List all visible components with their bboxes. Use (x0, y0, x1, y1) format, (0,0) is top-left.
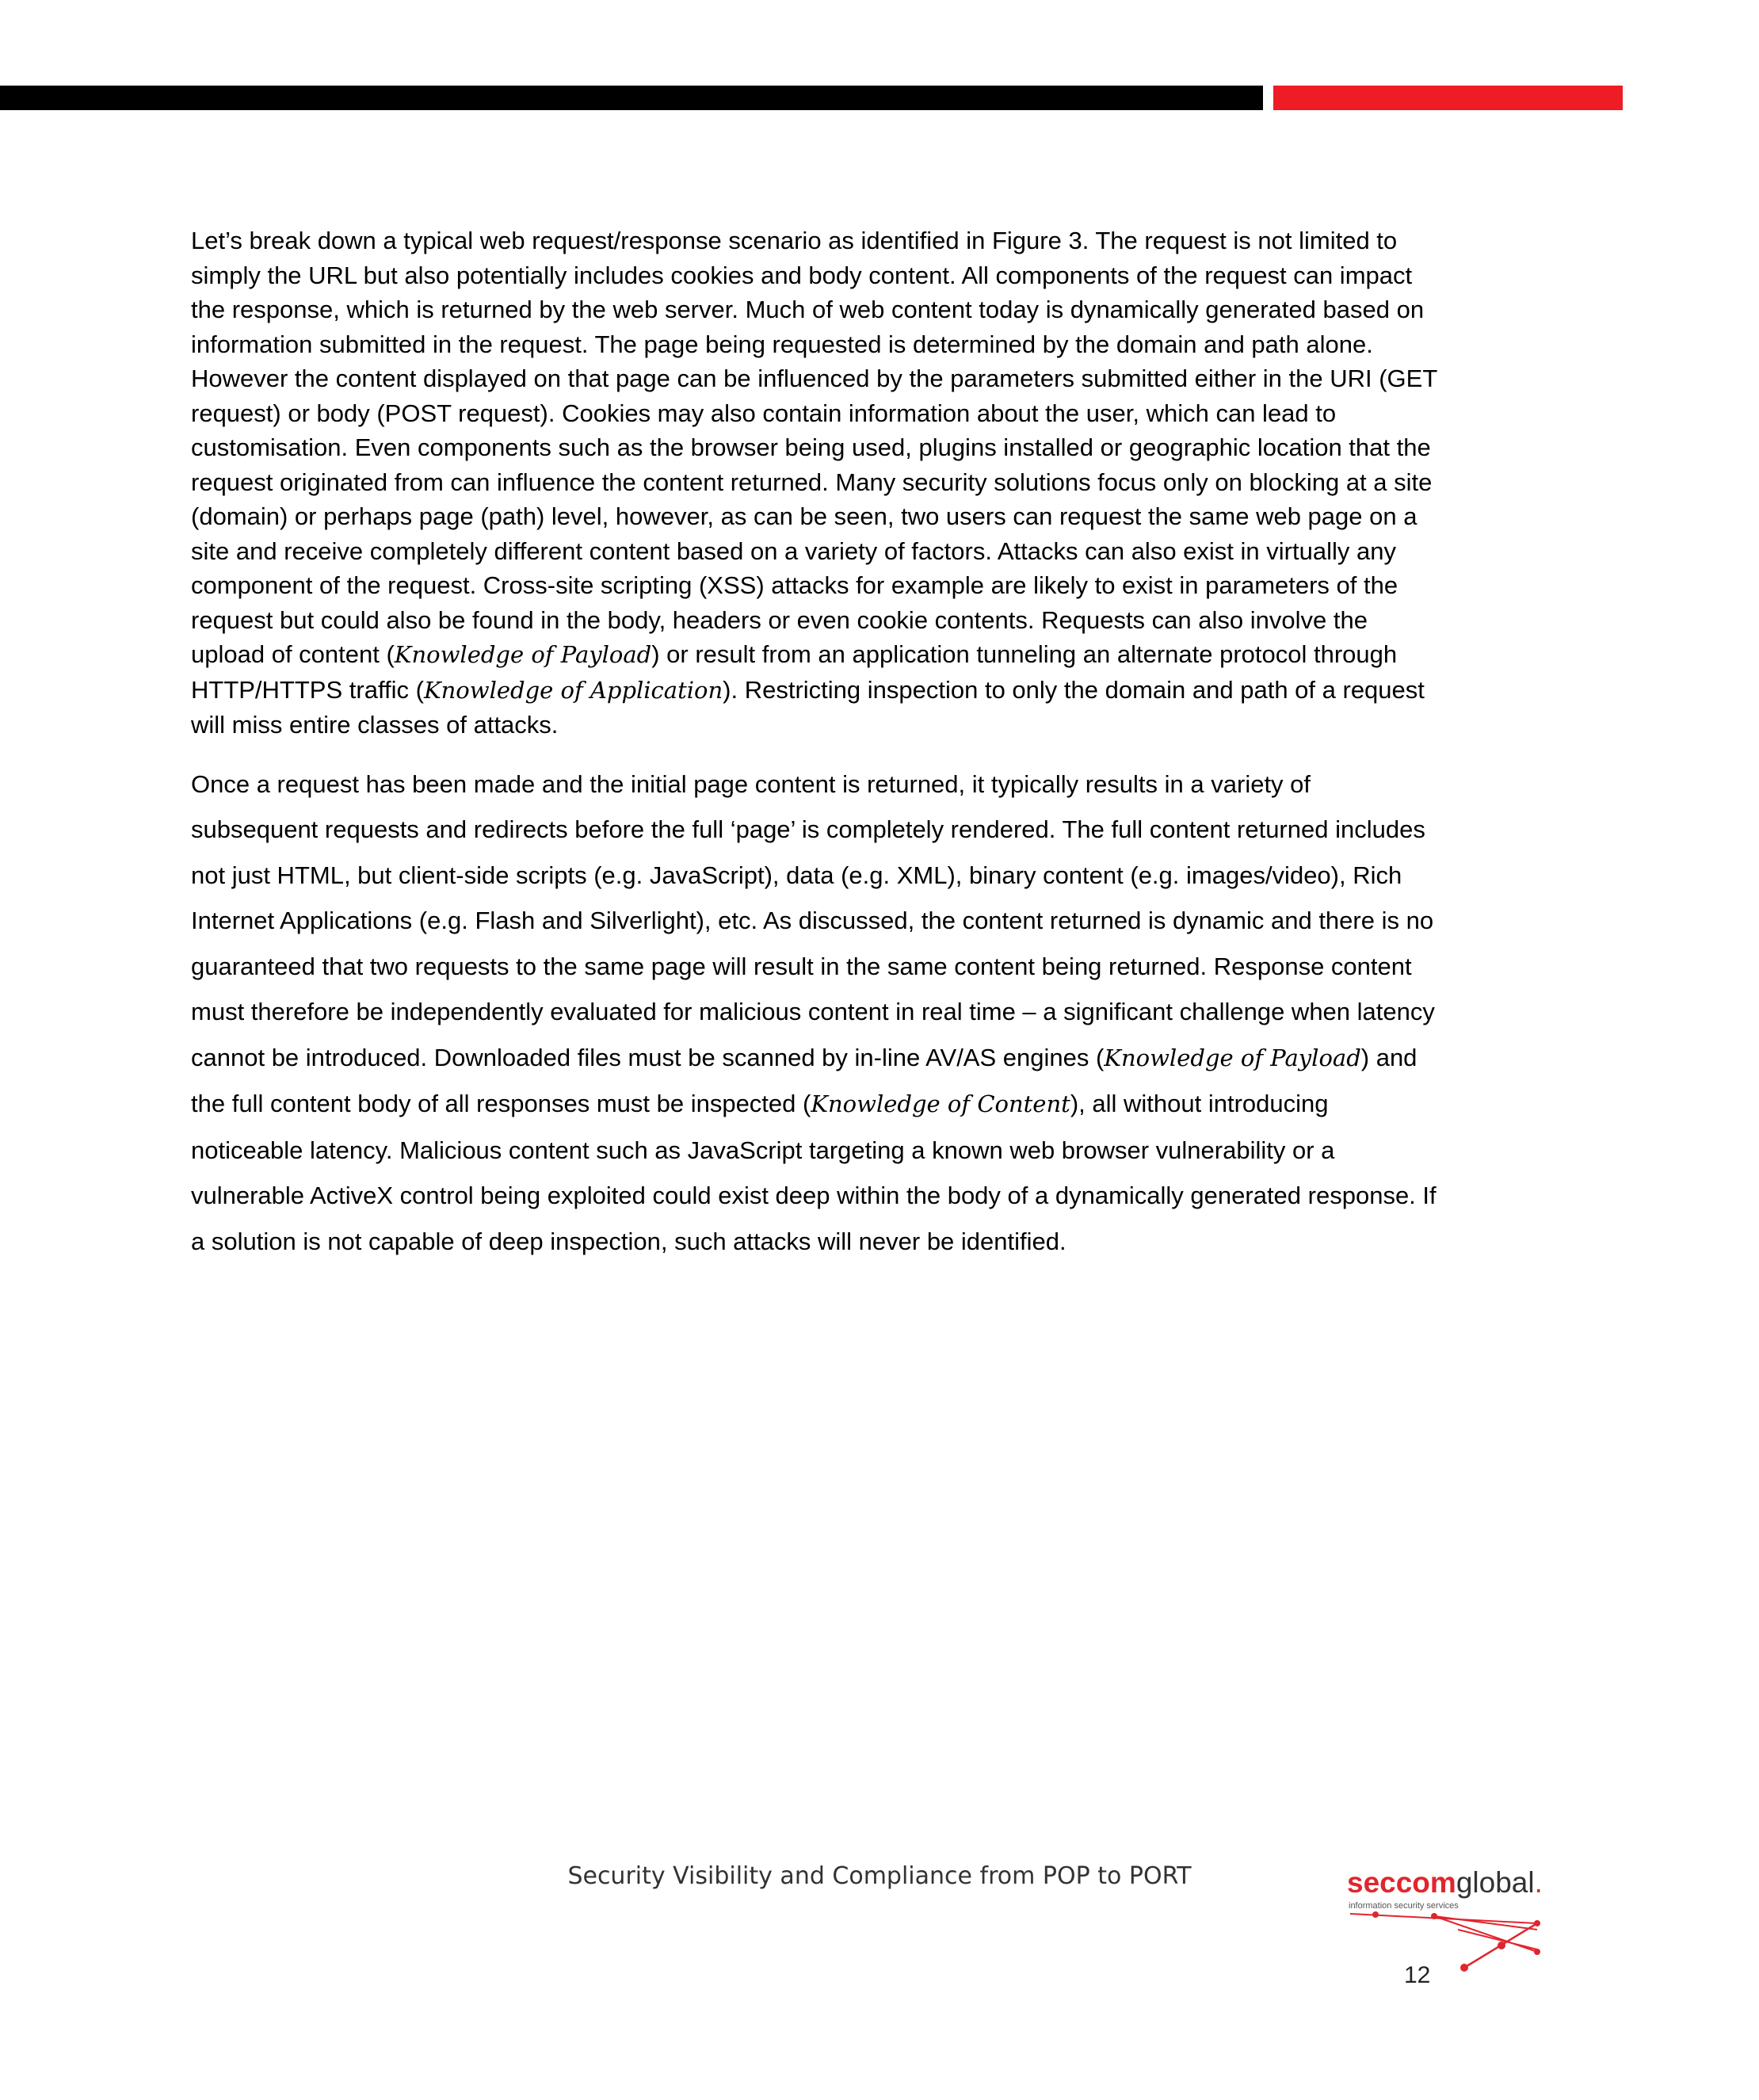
page-body (191, 223, 1443, 1264)
body-paragraph-1 (191, 223, 1443, 743)
logo-word-bold: seccom (1347, 1866, 1456, 1899)
body-paragraph-2 (191, 762, 1443, 1265)
paragraph-2-run: Once a request has been made and the initial page content is returned, it typically results in a variety of subsequent requests and redirects before the full ‘page’ is completely rendered. The full content returned includes not just HTML, but client-side scripts (e.g. JavaScript), data (e.g. XML), binary content (e.g. images/video), Rich Internet Applications (e.g. Flash and Silverlight), etc. As discussed, the content returned is dynamic and there is no guaranteed that two requests to the same page will result in the same content being returned. Response content must therefore be independently evaluated for malicious content in real time – a significant challenge when latency cannot be introduced. Downloaded files must be scanned by in-line AV/AS engines ( (191, 769, 1435, 1071)
paragraph-1-run: ) or result from an application tunneling an alternate protocol through HTTP/HTTPS traffic ( (191, 640, 1398, 704)
knowledge-of-payload-term: Knowledge of Payload (1104, 1044, 1361, 1071)
header-bar-dark (0, 86, 1263, 110)
paragraph-1-run: ). Restricting inspection to only the domain and path of a request will miss entire classes of attacks. (191, 675, 1425, 739)
page-number (1404, 1962, 1431, 1988)
logo-word-regular: global (1456, 1866, 1535, 1899)
logo-wordmark (1347, 1866, 1543, 1900)
logo-tagline: information security services (1349, 1901, 1459, 1911)
knowledge-of-payload-term: Knowledge of Payload (394, 641, 652, 668)
paragraph-1-run: Let’s break down a typical web request/response scenario as identified in Figure 3. The request is not limited to simply the URL but also potentially includes cookies and body content. All components of the request can impact the response, which is returned by the web server. Much of web content today is dynamically generated based on information submitted in the request. The page being requested is determined by the domain and path alone. However the content displayed on that page can be influenced by the parameters submitted either in the URI (GET request) or body (POST request). Cookies may also contain information about the user, which can lead to customisation. Even components such as the browser being used, plugins installed or geographic location that the request originated from can influence the content returned. Many security solutions focus only on blocking at a site (domain) or perhaps page (path) level, however, as can be seen, two users can request the same web page on a site and receive completely different content based on a variety of factors. Attacks can also exist in virtually any component of the request. Cross-site scripting (XSS) attacks for example are likely to exist in parameters of the request but could also be found in the body, headers or even cookie contents. Requests can also involve the upload of content ( (191, 227, 1437, 668)
header-bar-accent (1273, 86, 1623, 110)
paragraph-2-run: ) and the full content body of all responses must be inspected ( (191, 1043, 1418, 1117)
paragraph-2-run: ), all without introducing noticeable latency. Malicious content such as JavaScript targeting a known web browser vulnerability or a vulnerable ActiveX control being exploited could exist deep within the body of a dynamically generated response. If a solution is not capable of deep inspection, such attacks will never be identified. (191, 1090, 1437, 1255)
knowledge-of-content-term: Knowledge of Content (811, 1090, 1070, 1117)
footer-title: Security Visibility and Compliance from POP to PORT (567, 1862, 1192, 1890)
knowledge-of-application-term: Knowledge of Application (423, 676, 723, 704)
seccomglobal-logo (1339, 1866, 1577, 1977)
logo-dot: . (1534, 1866, 1543, 1899)
page-number-text: 12 (1404, 1962, 1431, 1988)
